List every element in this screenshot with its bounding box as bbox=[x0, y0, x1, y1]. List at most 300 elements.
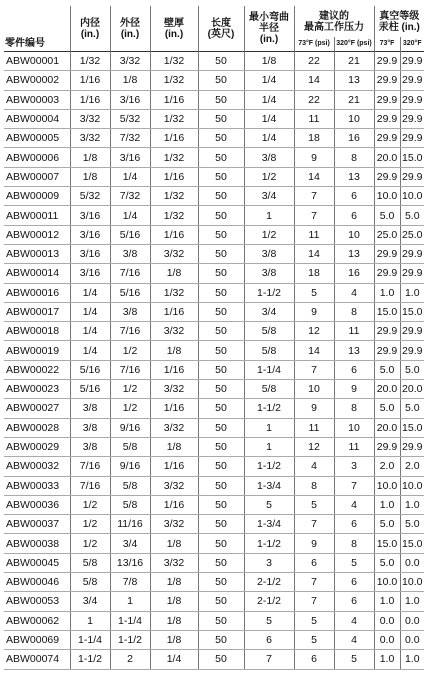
cell-pressure-73: 11 bbox=[294, 418, 334, 437]
cell-pressure-73: 18 bbox=[294, 129, 334, 148]
cell-length: 50 bbox=[198, 360, 244, 379]
cell-length: 50 bbox=[198, 650, 244, 669]
cell-vacuum-73: 29.9 bbox=[374, 322, 400, 341]
cell-bend-radius: 1-3/4 bbox=[244, 476, 294, 495]
cell-wall: 1/16 bbox=[150, 399, 198, 418]
cell-pressure-73: 7 bbox=[294, 573, 334, 592]
cell-vacuum-73: 20.0 bbox=[374, 148, 400, 167]
cell-part-no: ABW00002 bbox=[4, 71, 70, 90]
cell-vacuum-320: 29.9 bbox=[400, 167, 424, 186]
cell-pressure-320: 7 bbox=[334, 476, 374, 495]
cell-pressure-320: 4 bbox=[334, 611, 374, 630]
cell-wall: 1/16 bbox=[150, 495, 198, 514]
cell-od: 1 bbox=[110, 592, 150, 611]
table-row bbox=[4, 650, 424, 669]
cell-length: 50 bbox=[198, 418, 244, 437]
cell-length: 50 bbox=[198, 225, 244, 244]
cell-pressure-320: 16 bbox=[334, 129, 374, 148]
header-pressure-320: 320°F (psi) bbox=[334, 37, 374, 52]
cell-bend-radius: 1-1/2 bbox=[244, 283, 294, 302]
cell-vacuum-73: 0.0 bbox=[374, 611, 400, 630]
cell-od: 1/2 bbox=[110, 380, 150, 399]
cell-part-no: ABW00046 bbox=[4, 573, 70, 592]
cell-vacuum-320: 29.9 bbox=[400, 71, 424, 90]
cell-vacuum-320: 10.0 bbox=[400, 187, 424, 206]
cell-od: 5/8 bbox=[110, 437, 150, 456]
cell-pressure-320: 16 bbox=[334, 264, 374, 283]
cell-part-no: ABW00069 bbox=[4, 630, 70, 649]
cell-vacuum-320: 5.0 bbox=[400, 515, 424, 534]
cell-length: 50 bbox=[198, 322, 244, 341]
table-row bbox=[4, 360, 424, 379]
header-pressure: 建议的 最高工作压力 bbox=[294, 6, 374, 37]
cell-bend-radius: 1 bbox=[244, 418, 294, 437]
cell-pressure-320: 9 bbox=[334, 380, 374, 399]
cell-pressure-320: 4 bbox=[334, 283, 374, 302]
tubing-spec-table bbox=[4, 6, 424, 670]
cell-wall: 3/32 bbox=[150, 380, 198, 399]
cell-od: 5/32 bbox=[110, 109, 150, 128]
cell-wall: 1/8 bbox=[150, 264, 198, 283]
cell-id: 1/4 bbox=[70, 283, 110, 302]
cell-id: 1/16 bbox=[70, 71, 110, 90]
table-row bbox=[4, 283, 424, 302]
cell-id: 3/16 bbox=[70, 264, 110, 283]
table-row bbox=[4, 206, 424, 225]
cell-vacuum-320: 15.0 bbox=[400, 302, 424, 321]
table-row bbox=[4, 534, 424, 553]
cell-wall: 3/32 bbox=[150, 244, 198, 263]
table-row bbox=[4, 630, 424, 649]
cell-vacuum-73: 29.9 bbox=[374, 129, 400, 148]
cell-part-no: ABW00019 bbox=[4, 341, 70, 360]
cell-pressure-73: 7 bbox=[294, 187, 334, 206]
cell-id: 1/16 bbox=[70, 90, 110, 109]
table-row bbox=[4, 129, 424, 148]
cell-id: 3/8 bbox=[70, 437, 110, 456]
cell-wall: 1/16 bbox=[150, 302, 198, 321]
cell-vacuum-320: 29.9 bbox=[400, 437, 424, 456]
cell-part-no: ABW00003 bbox=[4, 90, 70, 109]
cell-pressure-73: 14 bbox=[294, 71, 334, 90]
cell-bend-radius: 1-1/2 bbox=[244, 534, 294, 553]
cell-vacuum-73: 5.0 bbox=[374, 360, 400, 379]
cell-id: 3/8 bbox=[70, 418, 110, 437]
cell-part-no: ABW00012 bbox=[4, 225, 70, 244]
cell-vacuum-320: 0.0 bbox=[400, 553, 424, 572]
cell-bend-radius: 1/4 bbox=[244, 129, 294, 148]
cell-vacuum-320: 1.0 bbox=[400, 495, 424, 514]
header-vacuum: 真空等级 汞柱 (in.) bbox=[374, 6, 424, 37]
cell-length: 50 bbox=[198, 399, 244, 418]
cell-part-no: ABW00053 bbox=[4, 592, 70, 611]
cell-length: 50 bbox=[198, 90, 244, 109]
cell-bend-radius: 3/4 bbox=[244, 302, 294, 321]
cell-part-no: ABW00004 bbox=[4, 109, 70, 128]
cell-pressure-73: 7 bbox=[294, 360, 334, 379]
cell-wall: 1/4 bbox=[150, 650, 198, 669]
cell-vacuum-73: 10.0 bbox=[374, 573, 400, 592]
table-row bbox=[4, 264, 424, 283]
cell-vacuum-73: 20.0 bbox=[374, 380, 400, 399]
cell-od: 7/16 bbox=[110, 322, 150, 341]
cell-wall: 1/32 bbox=[150, 109, 198, 128]
cell-vacuum-320: 0.0 bbox=[400, 630, 424, 649]
cell-pressure-73: 7 bbox=[294, 515, 334, 534]
cell-od: 1-1/4 bbox=[110, 611, 150, 630]
cell-wall: 1/8 bbox=[150, 592, 198, 611]
cell-od: 1/2 bbox=[110, 341, 150, 360]
cell-id: 1/4 bbox=[70, 322, 110, 341]
cell-part-no: ABW00007 bbox=[4, 167, 70, 186]
cell-pressure-320: 8 bbox=[334, 534, 374, 553]
cell-bend-radius: 3/8 bbox=[244, 264, 294, 283]
cell-id: 3/32 bbox=[70, 109, 110, 128]
cell-wall: 1/8 bbox=[150, 611, 198, 630]
cell-wall: 1/16 bbox=[150, 167, 198, 186]
cell-id: 5/16 bbox=[70, 380, 110, 399]
cell-od: 7/16 bbox=[110, 360, 150, 379]
cell-od: 11/16 bbox=[110, 515, 150, 534]
cell-vacuum-73: 5.0 bbox=[374, 399, 400, 418]
cell-part-no: ABW00027 bbox=[4, 399, 70, 418]
cell-od: 5/16 bbox=[110, 225, 150, 244]
cell-id: 3/4 bbox=[70, 592, 110, 611]
cell-vacuum-73: 29.9 bbox=[374, 167, 400, 186]
cell-vacuum-320: 5.0 bbox=[400, 360, 424, 379]
table-row bbox=[4, 380, 424, 399]
cell-length: 50 bbox=[198, 244, 244, 263]
cell-vacuum-320: 15.0 bbox=[400, 148, 424, 167]
cell-id: 1 bbox=[70, 611, 110, 630]
cell-od: 9/16 bbox=[110, 457, 150, 476]
cell-od: 1/4 bbox=[110, 206, 150, 225]
cell-bend-radius: 1/8 bbox=[244, 52, 294, 71]
cell-vacuum-73: 1.0 bbox=[374, 283, 400, 302]
table-body bbox=[4, 52, 424, 670]
cell-vacuum-73: 2.0 bbox=[374, 457, 400, 476]
cell-length: 50 bbox=[198, 457, 244, 476]
cell-length: 50 bbox=[198, 71, 244, 90]
cell-part-no: ABW00029 bbox=[4, 437, 70, 456]
header-bend-radius: 最小弯曲 半径 (in.) bbox=[244, 6, 294, 52]
cell-pressure-73: 14 bbox=[294, 167, 334, 186]
cell-bend-radius: 1-1/4 bbox=[244, 360, 294, 379]
cell-length: 50 bbox=[198, 380, 244, 399]
cell-vacuum-73: 5.0 bbox=[374, 553, 400, 572]
cell-bend-radius: 5/8 bbox=[244, 341, 294, 360]
cell-id: 1/8 bbox=[70, 167, 110, 186]
cell-pressure-73: 18 bbox=[294, 264, 334, 283]
cell-id: 1/2 bbox=[70, 515, 110, 534]
cell-pressure-320: 5 bbox=[334, 553, 374, 572]
cell-pressure-320: 6 bbox=[334, 573, 374, 592]
cell-od: 7/16 bbox=[110, 264, 150, 283]
cell-vacuum-73: 20.0 bbox=[374, 418, 400, 437]
table-row bbox=[4, 341, 424, 360]
cell-bend-radius: 1-1/2 bbox=[244, 457, 294, 476]
cell-od: 1/4 bbox=[110, 167, 150, 186]
cell-wall: 1/16 bbox=[150, 360, 198, 379]
cell-od: 3/4 bbox=[110, 534, 150, 553]
cell-od: 3/16 bbox=[110, 90, 150, 109]
cell-bend-radius: 5/8 bbox=[244, 322, 294, 341]
cell-part-no: ABW00045 bbox=[4, 553, 70, 572]
cell-pressure-73: 6 bbox=[294, 650, 334, 669]
cell-vacuum-320: 29.9 bbox=[400, 109, 424, 128]
cell-pressure-320: 10 bbox=[334, 418, 374, 437]
cell-od: 3/16 bbox=[110, 148, 150, 167]
cell-vacuum-73: 15.0 bbox=[374, 302, 400, 321]
cell-vacuum-320: 29.9 bbox=[400, 341, 424, 360]
cell-part-no: ABW00018 bbox=[4, 322, 70, 341]
cell-id: 5/8 bbox=[70, 553, 110, 572]
cell-id: 1/2 bbox=[70, 534, 110, 553]
table-row bbox=[4, 418, 424, 437]
cell-pressure-73: 12 bbox=[294, 437, 334, 456]
cell-pressure-320: 10 bbox=[334, 109, 374, 128]
cell-pressure-73: 11 bbox=[294, 109, 334, 128]
cell-id: 3/16 bbox=[70, 244, 110, 263]
table-row bbox=[4, 515, 424, 534]
cell-part-no: ABW00006 bbox=[4, 148, 70, 167]
cell-id: 5/8 bbox=[70, 573, 110, 592]
table-row bbox=[4, 457, 424, 476]
table-row bbox=[4, 611, 424, 630]
table-row bbox=[4, 52, 424, 71]
cell-vacuum-320: 2.0 bbox=[400, 457, 424, 476]
cell-part-no: ABW00011 bbox=[4, 206, 70, 225]
cell-pressure-320: 6 bbox=[334, 360, 374, 379]
cell-wall: 3/32 bbox=[150, 476, 198, 495]
cell-bend-radius: 1-3/4 bbox=[244, 515, 294, 534]
cell-bend-radius: 1/4 bbox=[244, 71, 294, 90]
cell-od: 5/16 bbox=[110, 283, 150, 302]
cell-length: 50 bbox=[198, 109, 244, 128]
cell-pressure-320: 5 bbox=[334, 650, 374, 669]
cell-id: 3/32 bbox=[70, 129, 110, 148]
cell-part-no: ABW00014 bbox=[4, 264, 70, 283]
cell-part-no: ABW00032 bbox=[4, 457, 70, 476]
table-row bbox=[4, 302, 424, 321]
cell-vacuum-73: 29.9 bbox=[374, 341, 400, 360]
cell-length: 50 bbox=[198, 341, 244, 360]
cell-id: 5/16 bbox=[70, 360, 110, 379]
cell-pressure-73: 12 bbox=[294, 322, 334, 341]
cell-part-no: ABW00016 bbox=[4, 283, 70, 302]
cell-id: 1/4 bbox=[70, 302, 110, 321]
cell-vacuum-73: 15.0 bbox=[374, 534, 400, 553]
cell-part-no: ABW00009 bbox=[4, 187, 70, 206]
cell-pressure-320: 8 bbox=[334, 399, 374, 418]
cell-length: 50 bbox=[198, 437, 244, 456]
cell-wall: 1/8 bbox=[150, 437, 198, 456]
cell-vacuum-320: 15.0 bbox=[400, 418, 424, 437]
cell-pressure-320: 11 bbox=[334, 437, 374, 456]
cell-vacuum-73: 29.9 bbox=[374, 71, 400, 90]
cell-vacuum-320: 25.0 bbox=[400, 225, 424, 244]
cell-vacuum-320: 5.0 bbox=[400, 399, 424, 418]
cell-part-no: ABW00036 bbox=[4, 495, 70, 514]
table-header bbox=[4, 6, 424, 52]
header-od: 外径 (in.) bbox=[110, 6, 150, 52]
header-id: 内径 (in.) bbox=[70, 6, 110, 52]
cell-length: 50 bbox=[198, 187, 244, 206]
table-row bbox=[4, 71, 424, 90]
cell-pressure-320: 13 bbox=[334, 167, 374, 186]
cell-od: 1-1/2 bbox=[110, 630, 150, 649]
cell-part-no: ABW00037 bbox=[4, 515, 70, 534]
cell-vacuum-73: 29.9 bbox=[374, 109, 400, 128]
cell-pressure-73: 11 bbox=[294, 225, 334, 244]
cell-id: 1-1/2 bbox=[70, 650, 110, 669]
cell-vacuum-73: 10.0 bbox=[374, 476, 400, 495]
table-row bbox=[4, 476, 424, 495]
cell-length: 50 bbox=[198, 52, 244, 71]
cell-wall: 1/16 bbox=[150, 457, 198, 476]
table-row bbox=[4, 592, 424, 611]
cell-bend-radius: 2-1/2 bbox=[244, 592, 294, 611]
cell-pressure-320: 3 bbox=[334, 457, 374, 476]
cell-vacuum-320: 29.9 bbox=[400, 129, 424, 148]
table-row bbox=[4, 167, 424, 186]
header-vacuum-73: 73°F bbox=[374, 37, 400, 52]
table-row bbox=[4, 244, 424, 263]
cell-bend-radius: 1 bbox=[244, 206, 294, 225]
cell-bend-radius: 2-1/2 bbox=[244, 573, 294, 592]
cell-length: 50 bbox=[198, 476, 244, 495]
cell-length: 50 bbox=[198, 553, 244, 572]
cell-bend-radius: 7 bbox=[244, 650, 294, 669]
cell-wall: 3/32 bbox=[150, 418, 198, 437]
cell-vacuum-320: 29.9 bbox=[400, 244, 424, 263]
cell-bend-radius: 5 bbox=[244, 495, 294, 514]
table-row bbox=[4, 322, 424, 341]
cell-id: 7/16 bbox=[70, 476, 110, 495]
cell-pressure-73: 5 bbox=[294, 495, 334, 514]
cell-od: 7/8 bbox=[110, 573, 150, 592]
header-pressure-73: 73°F (psi) bbox=[294, 37, 334, 52]
cell-vacuum-73: 5.0 bbox=[374, 206, 400, 225]
table-row bbox=[4, 187, 424, 206]
cell-vacuum-320: 29.9 bbox=[400, 52, 424, 71]
cell-od: 3/8 bbox=[110, 302, 150, 321]
cell-part-no: ABW00005 bbox=[4, 129, 70, 148]
cell-bend-radius: 1/2 bbox=[244, 167, 294, 186]
cell-bend-radius: 3/8 bbox=[244, 244, 294, 263]
cell-vacuum-320: 29.9 bbox=[400, 90, 424, 109]
cell-length: 50 bbox=[198, 592, 244, 611]
cell-pressure-320: 13 bbox=[334, 341, 374, 360]
cell-pressure-73: 5 bbox=[294, 611, 334, 630]
cell-pressure-73: 5 bbox=[294, 283, 334, 302]
table-row bbox=[4, 109, 424, 128]
cell-length: 50 bbox=[198, 630, 244, 649]
cell-part-no: ABW00033 bbox=[4, 476, 70, 495]
cell-pressure-320: 6 bbox=[334, 187, 374, 206]
cell-pressure-320: 8 bbox=[334, 148, 374, 167]
table-row bbox=[4, 148, 424, 167]
cell-pressure-320: 21 bbox=[334, 90, 374, 109]
cell-bend-radius: 3/8 bbox=[244, 148, 294, 167]
cell-pressure-73: 9 bbox=[294, 302, 334, 321]
table-row bbox=[4, 399, 424, 418]
cell-vacuum-73: 10.0 bbox=[374, 187, 400, 206]
cell-bend-radius: 1/4 bbox=[244, 109, 294, 128]
cell-pressure-73: 14 bbox=[294, 244, 334, 263]
cell-od: 7/32 bbox=[110, 187, 150, 206]
cell-wall: 1/32 bbox=[150, 148, 198, 167]
cell-part-no: ABW00023 bbox=[4, 380, 70, 399]
cell-id: 1/32 bbox=[70, 52, 110, 71]
cell-pressure-73: 5 bbox=[294, 630, 334, 649]
cell-vacuum-73: 29.9 bbox=[374, 437, 400, 456]
cell-vacuum-73: 29.9 bbox=[374, 244, 400, 263]
cell-vacuum-73: 29.9 bbox=[374, 90, 400, 109]
cell-od: 3/8 bbox=[110, 244, 150, 263]
cell-pressure-73: 6 bbox=[294, 553, 334, 572]
cell-bend-radius: 1 bbox=[244, 437, 294, 456]
cell-pressure-320: 6 bbox=[334, 206, 374, 225]
cell-wall: 1/16 bbox=[150, 90, 198, 109]
cell-bend-radius: 5 bbox=[244, 611, 294, 630]
spec-table-container bbox=[4, 6, 424, 670]
cell-id: 3/16 bbox=[70, 206, 110, 225]
cell-od: 5/8 bbox=[110, 495, 150, 514]
cell-vacuum-320: 10.0 bbox=[400, 573, 424, 592]
cell-vacuum-73: 1.0 bbox=[374, 495, 400, 514]
cell-length: 50 bbox=[198, 148, 244, 167]
cell-wall: 1/8 bbox=[150, 630, 198, 649]
cell-od: 3/32 bbox=[110, 52, 150, 71]
cell-part-no: ABW00028 bbox=[4, 418, 70, 437]
cell-part-no: ABW00038 bbox=[4, 534, 70, 553]
cell-od: 9/16 bbox=[110, 418, 150, 437]
cell-id: 1/8 bbox=[70, 148, 110, 167]
cell-id: 1-1/4 bbox=[70, 630, 110, 649]
cell-bend-radius: 5/8 bbox=[244, 380, 294, 399]
cell-wall: 1/32 bbox=[150, 206, 198, 225]
cell-id: 3/16 bbox=[70, 225, 110, 244]
cell-od: 5/8 bbox=[110, 476, 150, 495]
cell-vacuum-320: 29.9 bbox=[400, 322, 424, 341]
cell-pressure-73: 9 bbox=[294, 148, 334, 167]
cell-id: 3/8 bbox=[70, 399, 110, 418]
cell-pressure-320: 13 bbox=[334, 71, 374, 90]
cell-pressure-320: 21 bbox=[334, 52, 374, 71]
table-row bbox=[4, 437, 424, 456]
cell-length: 50 bbox=[198, 534, 244, 553]
cell-id: 1/2 bbox=[70, 495, 110, 514]
table-row bbox=[4, 90, 424, 109]
cell-pressure-320: 13 bbox=[334, 244, 374, 263]
header-length: 长度 (英尺) bbox=[198, 6, 244, 52]
cell-pressure-73: 22 bbox=[294, 90, 334, 109]
cell-vacuum-73: 1.0 bbox=[374, 650, 400, 669]
cell-length: 50 bbox=[198, 167, 244, 186]
cell-bend-radius: 1-1/2 bbox=[244, 399, 294, 418]
cell-pressure-320: 11 bbox=[334, 322, 374, 341]
cell-bend-radius: 3 bbox=[244, 553, 294, 572]
cell-length: 50 bbox=[198, 302, 244, 321]
cell-vacuum-73: 0.0 bbox=[374, 630, 400, 649]
cell-od: 1/2 bbox=[110, 399, 150, 418]
cell-part-no: ABW00013 bbox=[4, 244, 70, 263]
cell-wall: 1/32 bbox=[150, 187, 198, 206]
cell-vacuum-73: 29.9 bbox=[374, 264, 400, 283]
cell-vacuum-320: 1.0 bbox=[400, 592, 424, 611]
cell-wall: 1/16 bbox=[150, 129, 198, 148]
